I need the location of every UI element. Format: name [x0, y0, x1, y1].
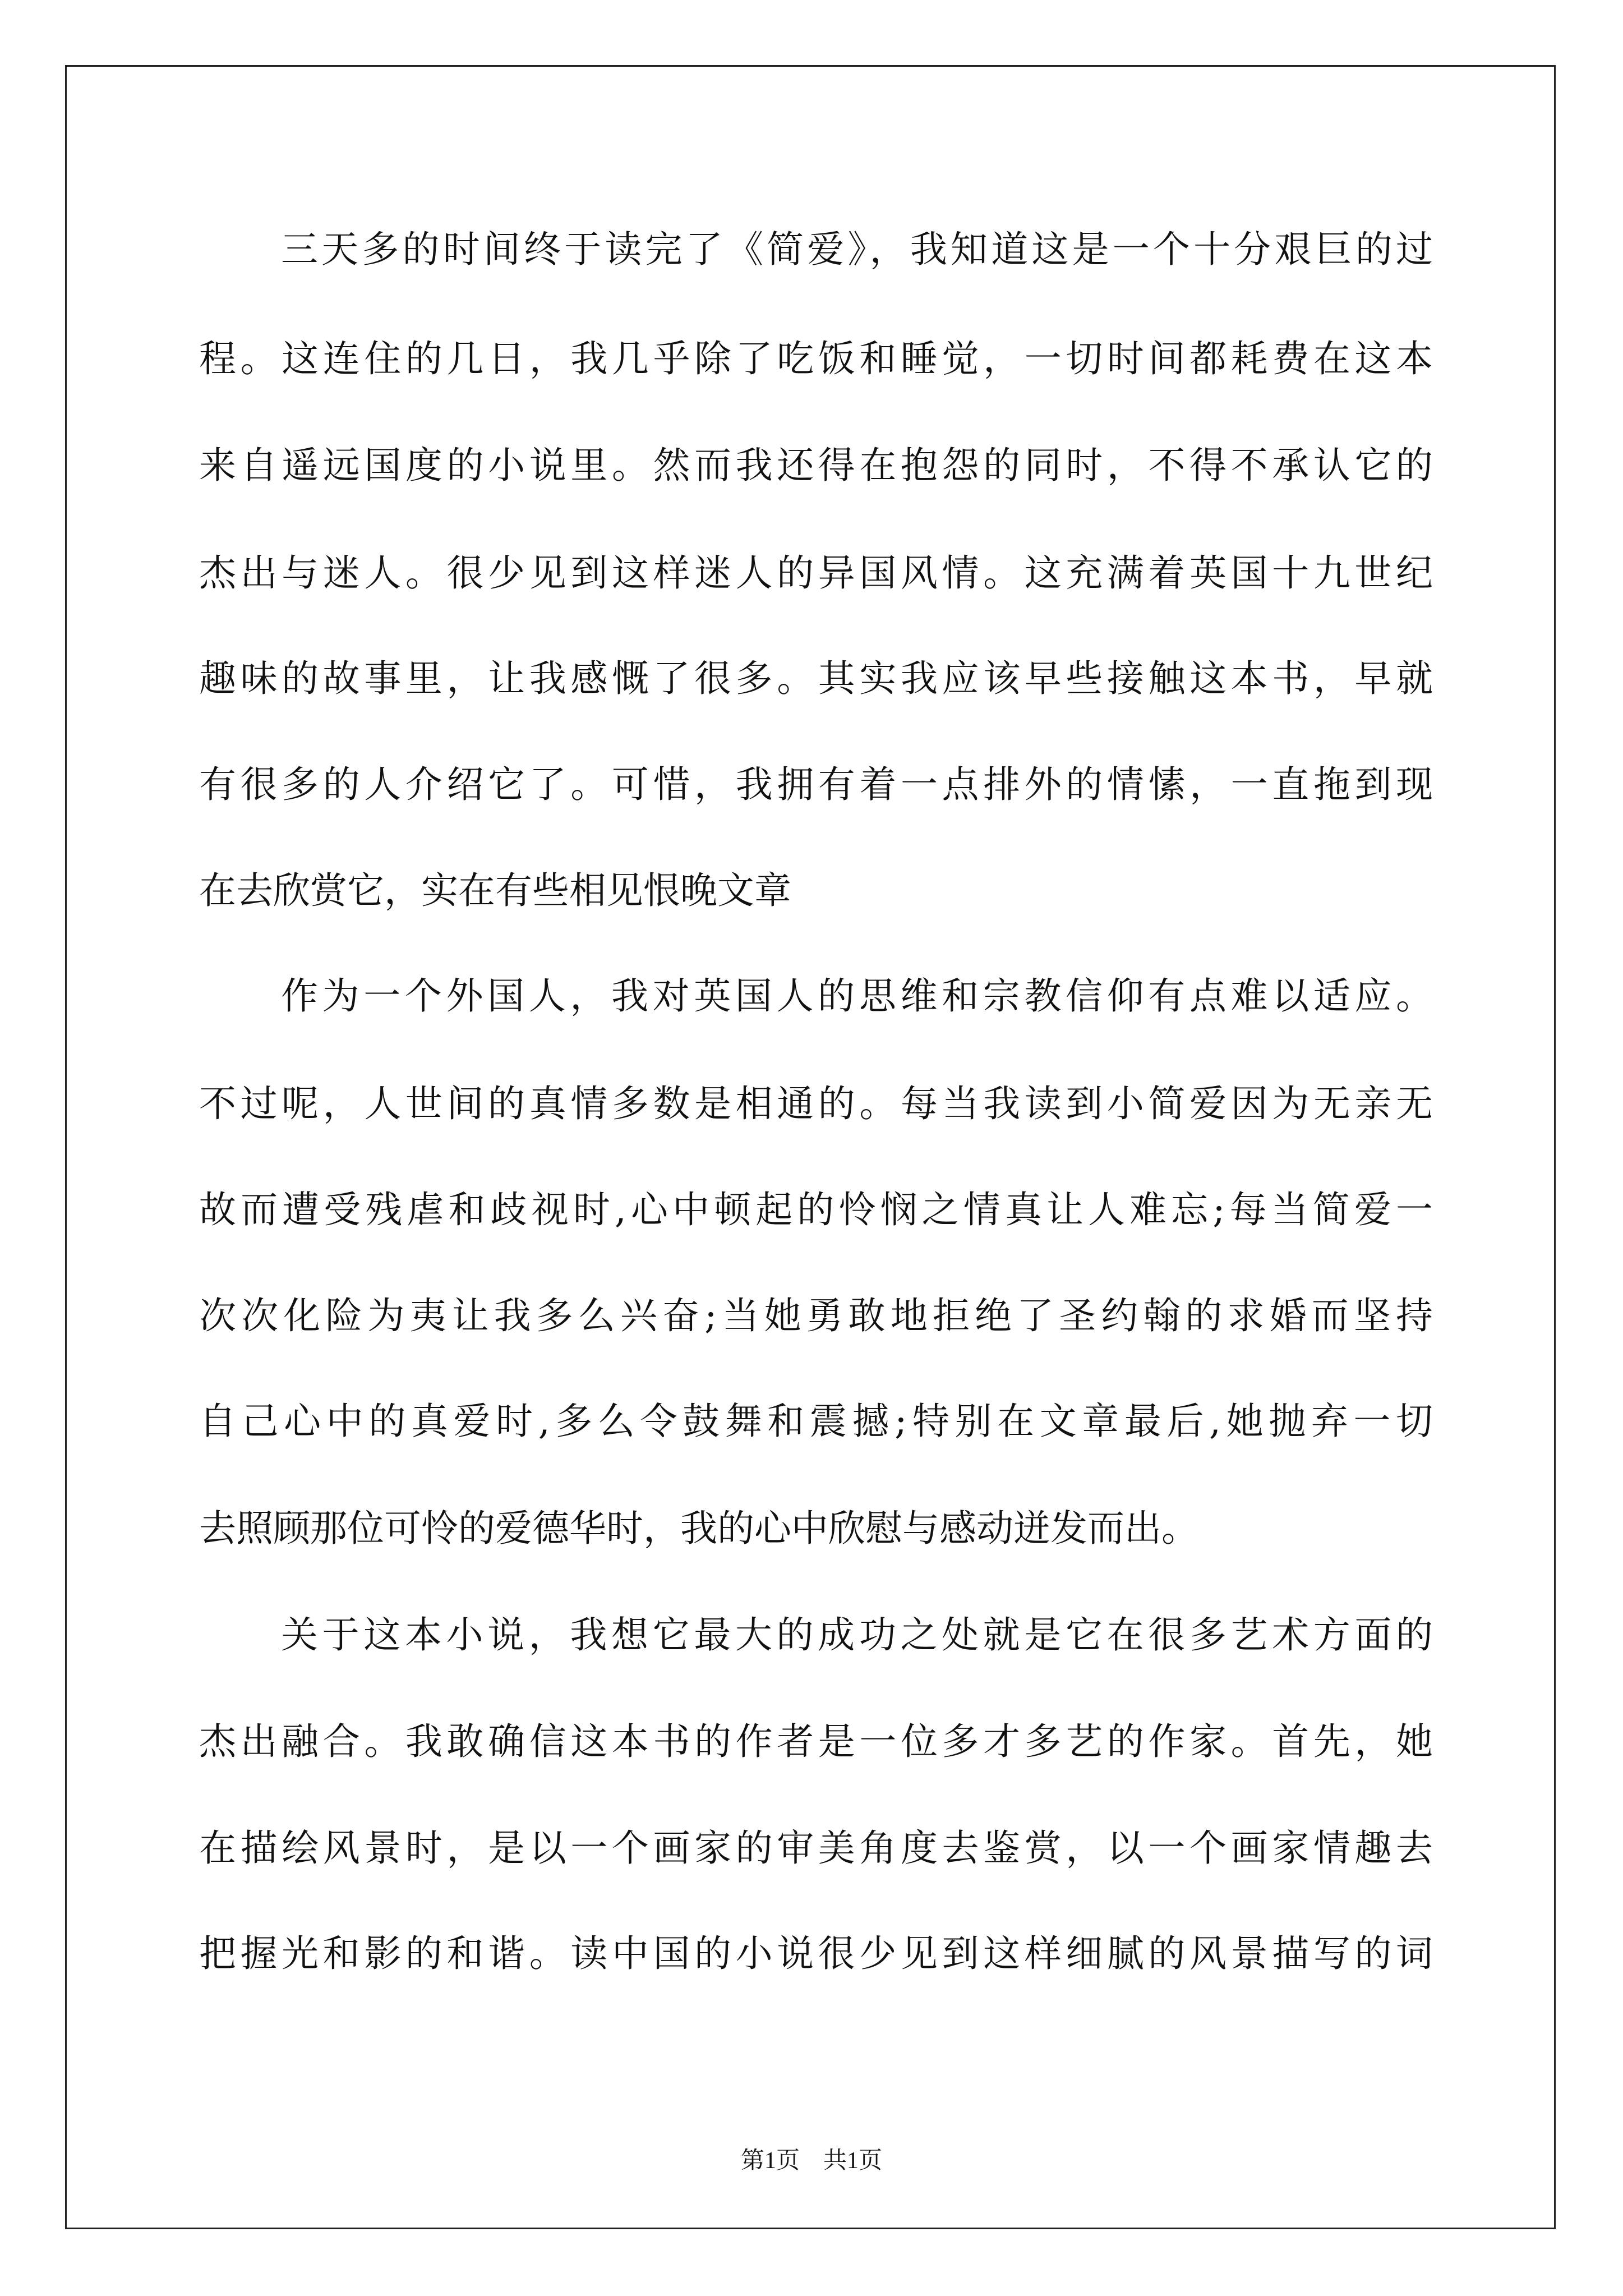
paragraph-3-line-4: 把握光和影的和谐。读中国的小说很少见到这样细腻的风景描写的词 [199, 1932, 1433, 1975]
paragraph-2-line-2: 不过呢，人世间的真情多数是相通的。每当我读到小简爱因为无亲无 [199, 1082, 1433, 1125]
paragraph-1-line-7: 在去欣赏它，实在有些相见恨晚文章 [199, 869, 791, 912]
paragraph-1-line-5: 趣味的故事里，让我感慨了很多。其实我应该早些接触这本书，早就 [199, 657, 1433, 700]
paragraph-2-line-3: 故而遭受残虐和歧视时,心中顿起的怜悯之情真让人难忘;每当简爱一 [199, 1188, 1433, 1231]
paragraph-2-line-6: 去照顾那位可怜的爱德华时，我的心中欣慰与感动迸发而出。 [199, 1507, 1198, 1550]
paragraph-1-line-3: 来自遥远国度的小说里。然而我还得在抱怨的同时，不得不承认它的 [199, 444, 1433, 487]
paragraph-3-line-1: 关于这本小说，我想它最大的成功之处就是它在很多艺术方面的 [281, 1613, 1433, 1657]
paragraph-2-line-5: 自己心中的真爱时,多么令鼓舞和震撼;特别在文章最后,她抛弃一切 [199, 1400, 1433, 1443]
paragraph-2-line-4: 次次化险为夷让我多么兴奋;当她勇敢地拒绝了圣约翰的求婚而坚持 [199, 1294, 1433, 1337]
page-footer: 第1页 共1页 [740, 2148, 882, 2174]
paragraph-1-line-6: 有很多的人介绍它了。可惜，我拥有着一点排外的情愫，一直拖到现 [199, 763, 1433, 806]
paragraph-1-line-2: 程。这连住的几日，我几乎除了吃饭和睡觉，一切时间都耗费在这本 [199, 337, 1433, 380]
paragraph-3-line-2: 杰出融合。我敢确信这本书的作者是一位多才多艺的作家。首先，她 [199, 1720, 1433, 1763]
paragraph-2-line-1: 作为一个外国人，我对英国人的思维和宗教信仰有点难以适应。 [281, 974, 1433, 1018]
page-border [65, 65, 1556, 2229]
paragraph-1-line-1: 三天多的时间终于读完了《简爱》，我知道这是一个十分艰巨的过 [281, 228, 1433, 271]
paragraph-3-line-3: 在描绘风景时，是以一个画家的审美角度去鉴赏，以一个画家情趣去 [199, 1826, 1433, 1870]
paragraph-1-line-4: 杰出与迷人。很少见到这样迷人的异国风情。这充满着英国十九世纪 [199, 551, 1433, 595]
